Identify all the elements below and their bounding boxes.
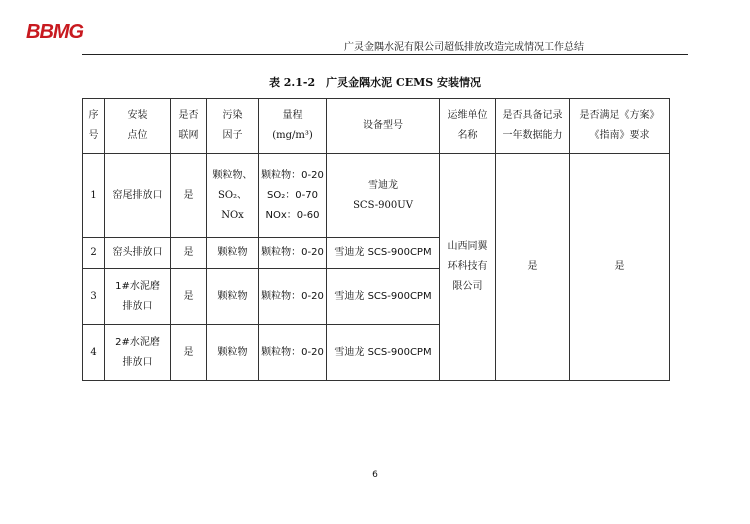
cell-pollutant: 颗粒物、 SO₂、NOx xyxy=(207,154,259,238)
cell-model: 雪迪龙 SCS-900CPM xyxy=(327,238,440,269)
table-title: 表 2.1-2 广灵金隅水泥 CEMS 安装情况 xyxy=(268,76,482,89)
header-operator: 运维单位 名称 xyxy=(440,99,496,154)
header-pollutant: 污染 因子 xyxy=(207,99,259,154)
cell-seq: 4 xyxy=(83,325,105,381)
cell-model: 雪迪龙 SCS-900CPM xyxy=(327,325,440,381)
page-number: 6 xyxy=(372,470,378,480)
cell-networked: 是 xyxy=(171,238,207,269)
cell-operator: 山西同翼 环科技有 限公司 xyxy=(440,154,496,381)
bbmg-logo xyxy=(26,20,83,44)
cell-record: 是 xyxy=(496,154,570,381)
header-record: 是否具备记录 一年数据能力 xyxy=(496,99,570,154)
cell-pollutant: 颗粒物 xyxy=(207,325,259,381)
header-requirement: 是否满足《方案》 《指南》要求 xyxy=(570,99,670,154)
header-rule xyxy=(82,54,688,55)
cell-range: 颗粒物：0-20 xyxy=(259,269,327,325)
cell-location: 窑头排放口 xyxy=(105,238,171,269)
cell-seq: 1 xyxy=(83,154,105,238)
table-row xyxy=(83,154,670,238)
header-model: 设备型号 xyxy=(327,99,440,154)
header-range: 量程 (mg/m³) xyxy=(259,99,327,154)
cell-pollutant: 颗粒物 xyxy=(207,269,259,325)
cell-location: 窑尾排放口 xyxy=(105,154,171,238)
cell-seq: 2 xyxy=(83,238,105,269)
header-location: 安装 点位 xyxy=(105,99,171,154)
header-row xyxy=(83,99,670,154)
header-networked: 是否 联网 xyxy=(171,99,207,154)
cell-model: 雪迪龙 SCS-900CPM xyxy=(327,269,440,325)
cell-networked: 是 xyxy=(171,325,207,381)
logo-text: BBMG xyxy=(26,21,84,43)
document-header: 广灵金隅水泥有限公司超低排放改造完成情况工作总结 xyxy=(344,42,584,53)
cell-networked: 是 xyxy=(171,269,207,325)
cems-table xyxy=(82,98,670,381)
cell-range: 颗粒物：0-20 SO₂：0-70 NOx：0-60 xyxy=(259,154,327,238)
header-seq: 序 号 xyxy=(83,99,105,154)
cell-seq: 3 xyxy=(83,269,105,325)
cell-pollutant: 颗粒物 xyxy=(207,238,259,269)
cell-location: 1#水泥磨 排放口 xyxy=(105,269,171,325)
cell-range: 颗粒物：0-20 xyxy=(259,325,327,381)
cell-model: 雪迪龙 SCS-900UV xyxy=(327,154,440,238)
cell-requirement: 是 xyxy=(570,154,670,381)
cell-location: 2#水泥磨 排放口 xyxy=(105,325,171,381)
cell-range: 颗粒物：0-20 xyxy=(259,238,327,269)
cell-networked: 是 xyxy=(171,154,207,238)
